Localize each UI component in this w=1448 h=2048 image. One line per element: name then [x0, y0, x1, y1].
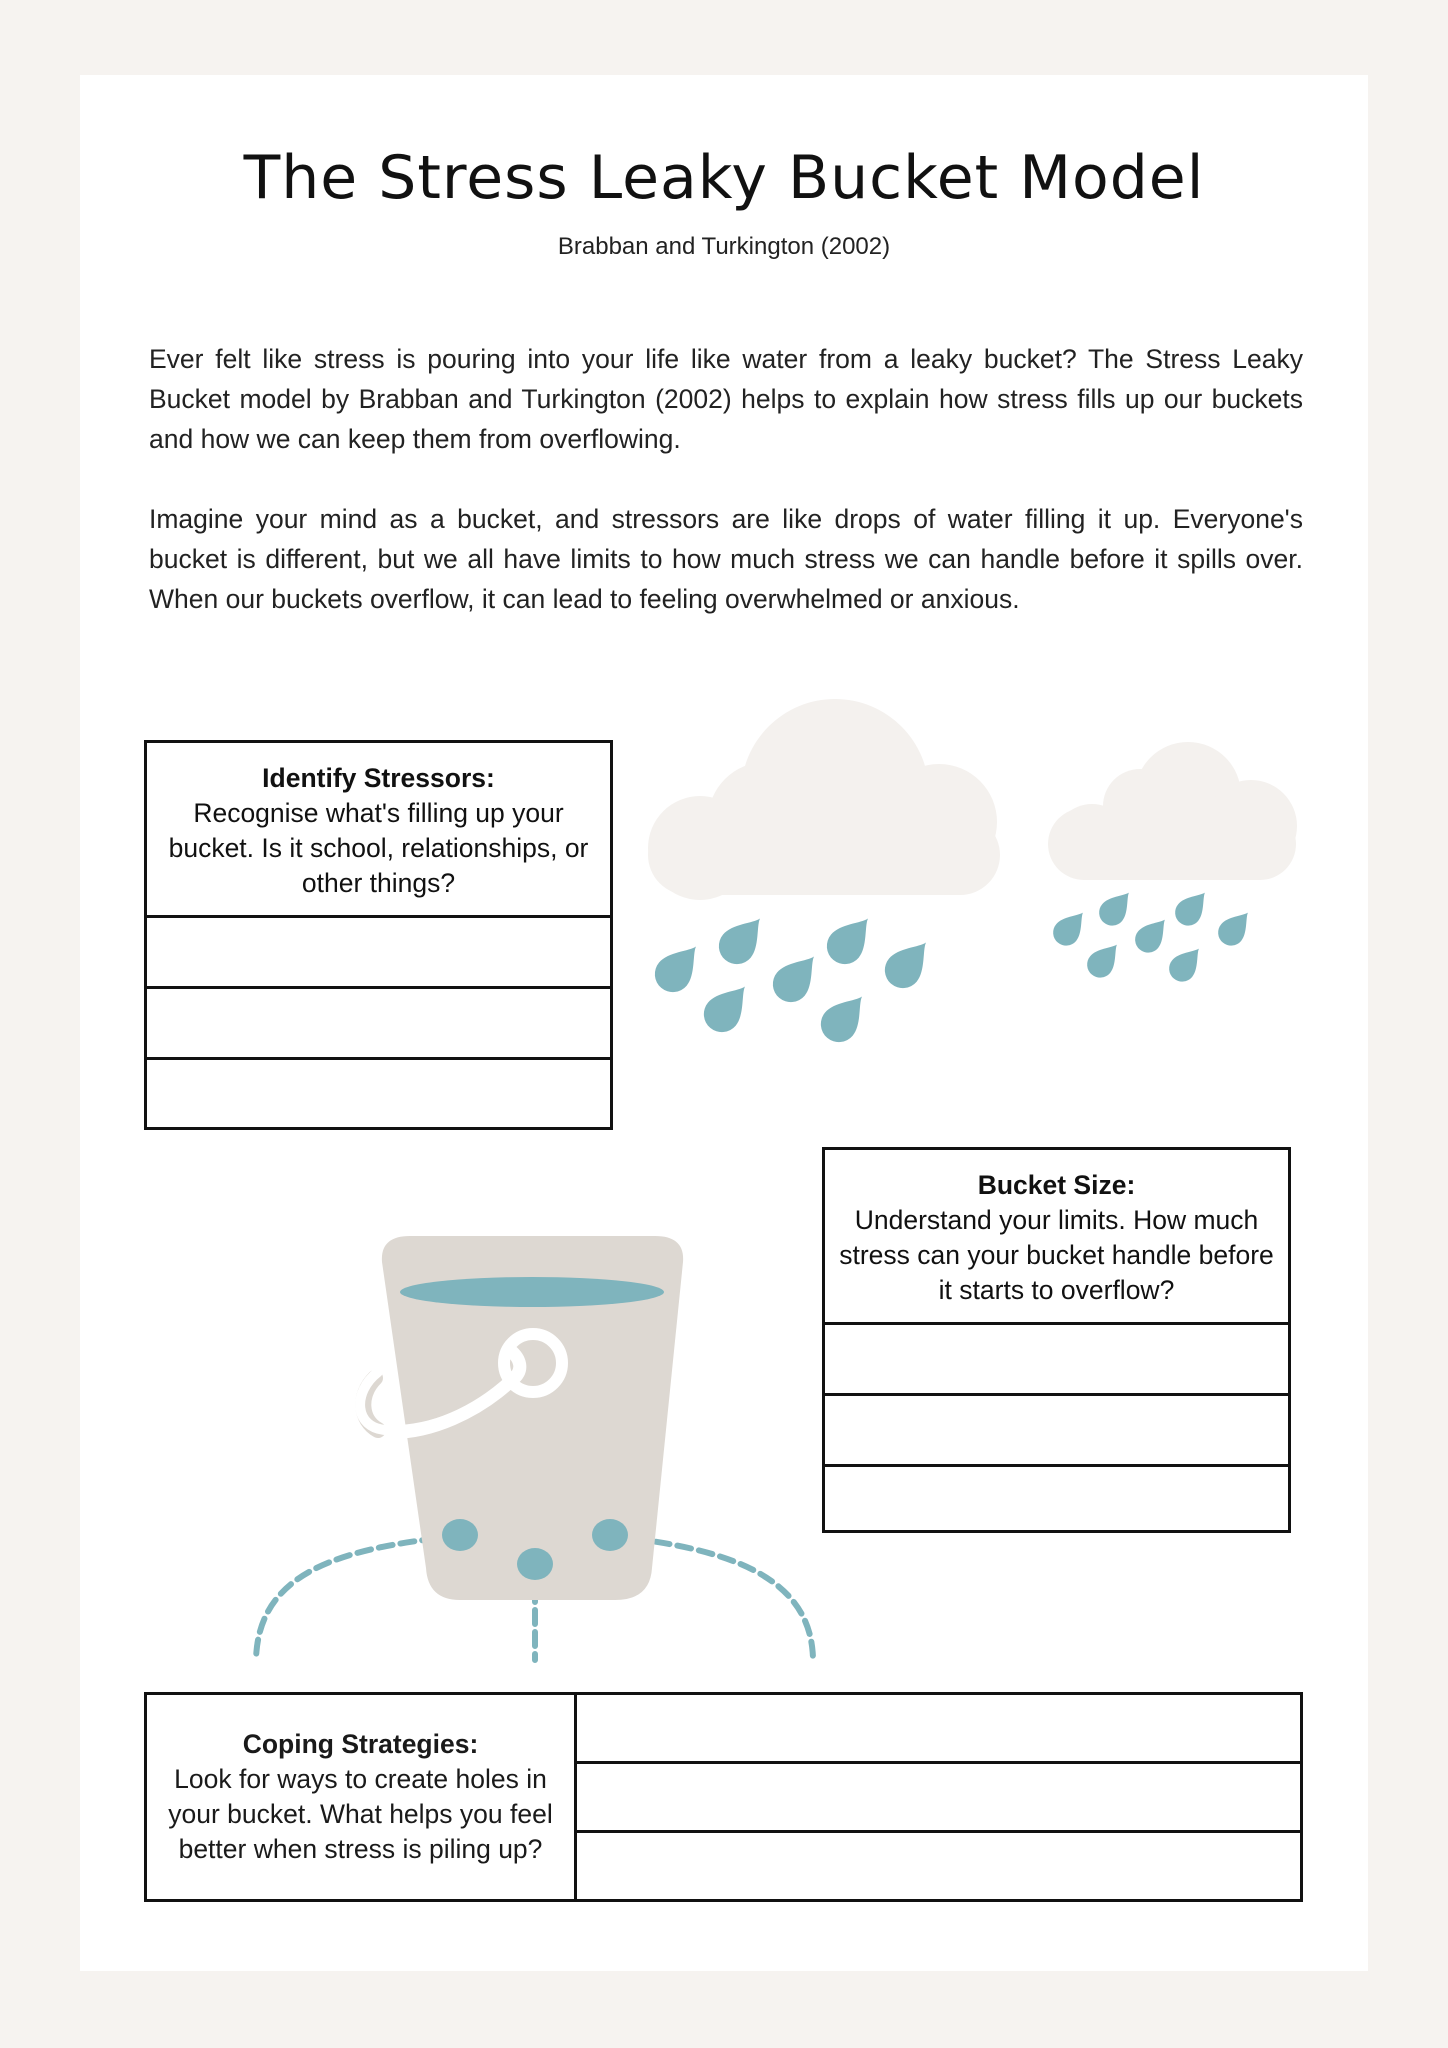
raindrop-icon	[647, 907, 939, 1050]
stressors-heading: Identify Stressors:	[262, 763, 495, 793]
cloud-icon	[1048, 742, 1297, 880]
bucket-size-prompt: Understand your limits. How much stress can your bucket handle before it starts to overflow?	[839, 1205, 1274, 1305]
page-subtitle: Brabban and Turkington (2002)	[557, 233, 891, 260]
page-title: The Stress Leaky Bucket Model	[243, 143, 1205, 213]
stressors-prompt: Recognise what's filling up your bucket. Is it school, relationships, or other things?	[168, 798, 589, 898]
coping-heading: Coping Strategies:	[242, 1729, 479, 1759]
bucket-size-heading: Bucket Size:	[977, 1170, 1136, 1200]
cloud-icon	[648, 699, 1000, 900]
intro-paragraph-2: Imagine your mind as a bucket, and stressors are like drops of water filling it up. Everyone's bucket is different, but we all have limits to how much stress we can handle before it spills over. When our buckets overflow, it can lead to feeling overwhelmed or anxious.	[149, 504, 1303, 614]
intro-paragraph-1: Ever felt like stress is pouring into your life like water from a leaky bucket? The Stress Leaky Bucket model by Brabban and Turkington (2002) helps to explain how stress fills up our buckets and how we can keep them from overflowing.	[149, 344, 1303, 454]
raindrop-icon	[1048, 884, 1258, 987]
coping-prompt: Look for ways to create holes in your bucket. What helps you feel better when stress is piling up?	[168, 1764, 553, 1864]
